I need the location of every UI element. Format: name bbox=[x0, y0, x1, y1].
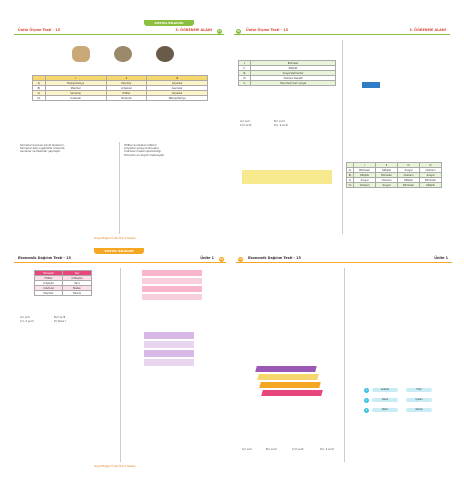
answer-option[interactable]: A) I ve II bbox=[240, 120, 250, 123]
col-header: I bbox=[45, 76, 106, 81]
subject-tab: SOSYAL BİLGİLER bbox=[94, 248, 144, 254]
pill-label: Fırat bbox=[406, 388, 432, 392]
color-grid bbox=[142, 270, 202, 304]
answer-option[interactable]: C) II ve III bbox=[292, 448, 304, 451]
page-number: 67 bbox=[217, 30, 222, 33]
header-right: Ünite 1 bbox=[200, 256, 214, 260]
table-row[interactable]: Hititler Antlaşma bbox=[35, 276, 92, 281]
page-number: 69 bbox=[219, 258, 224, 261]
banner-strip bbox=[259, 382, 321, 388]
worksheet-page-2 bbox=[234, 20, 450, 242]
artifact-image-2 bbox=[114, 46, 132, 62]
table-row[interactable]: II. Kâtiplik bbox=[239, 66, 336, 71]
artifact-image-3 bbox=[156, 46, 174, 62]
table-row[interactable]: I. Bölmeler bbox=[239, 61, 336, 66]
answer-table bbox=[32, 75, 208, 101]
page-header bbox=[234, 28, 450, 33]
answer-option[interactable]: A) I ve II bbox=[20, 316, 30, 319]
answer-option[interactable]: C) II ve III bbox=[240, 124, 252, 127]
page-number: 70 bbox=[238, 258, 243, 261]
header-left: Ünite Ölçme Testi - 15 bbox=[18, 28, 60, 32]
answer-option[interactable]: B) I ve III bbox=[274, 120, 285, 123]
pill-label: Kemal bbox=[406, 408, 432, 412]
header-left: Ekonomik Dağılım Testi - 15 bbox=[18, 256, 71, 260]
artifact-image-1 bbox=[72, 46, 90, 62]
col-header: III bbox=[147, 76, 208, 81]
subject-tab: SOSYAL BİLGİLER bbox=[144, 20, 194, 26]
page-header bbox=[14, 256, 226, 261]
header-rule bbox=[14, 262, 226, 263]
answer-option[interactable]: B) I ve III bbox=[266, 448, 277, 451]
worksheet-page-4: Ekonomik Dağılım Testi - 15 Ünite 1 70 1 2 3 Gökhan Fırat Deniz Çoban Nehir Kemal A) I ve II B) I ve III C) II ve III D) I, II ve III bbox=[236, 248, 452, 470]
answer-option[interactable]: C) I, II ve III bbox=[20, 320, 34, 323]
page-footer: Sosyal Bilgiler Ünite Ölçme Testleri bbox=[94, 237, 136, 240]
worksheet-page-3 bbox=[14, 248, 226, 470]
table-row[interactable]: V. Hem ferdi hem sosyal bbox=[239, 81, 336, 86]
table-row[interactable]: A) Bölmeler Kâtiplik Sosyal Osmanlı bbox=[347, 168, 442, 173]
header-rule bbox=[14, 34, 224, 35]
answer-option[interactable]: D) Yalnız I bbox=[54, 320, 66, 323]
answer-grid: I II III IV A) Bölmeler Kâtiplik Sosyal Osmanlı B) Kâtiplik Bölmeler Osmanlı Sosyal C) Sosyal Osmanlı Kâtiplik Bölmeler D) Osmanlı Sosyal Bölmeler Kâtiplik bbox=[346, 162, 442, 188]
page-header bbox=[236, 256, 452, 261]
table-row[interactable]: Sümerler Yazı bbox=[35, 271, 92, 276]
answer-option[interactable]: D) I, II ve III bbox=[274, 124, 288, 127]
table-row[interactable]: B) Mısırlılar Lidyalılar Asurlular bbox=[33, 86, 208, 91]
table-row[interactable]: Lidyalılar Para bbox=[35, 281, 92, 286]
table-row[interactable]: B) Kâtiplik Bölmeler Osmanlı Sosyal bbox=[347, 173, 442, 178]
header-right: Ünite 1 bbox=[434, 256, 448, 260]
table-row[interactable]: IV. Osmanlı Devleti bbox=[239, 76, 336, 81]
purple-grid bbox=[144, 332, 194, 366]
banner-strip bbox=[255, 366, 317, 372]
info-box bbox=[242, 170, 332, 184]
header-left: Ekonomik Dağılım Testi - 15 bbox=[248, 256, 301, 260]
legend-swatch bbox=[362, 82, 380, 88]
header-left: Ünite Ölçme Testi - 15 bbox=[246, 28, 288, 32]
header-right: 3. ÖĞRENME ALANI bbox=[175, 28, 212, 32]
table-row[interactable]: D) Osmanlı Sosyal Bölmeler Kâtiplik bbox=[347, 183, 442, 188]
banner-strip bbox=[257, 374, 319, 380]
table-row[interactable]: III. Sosyal Katmanlar bbox=[239, 71, 336, 76]
table-row[interactable]: Urartular Maden bbox=[35, 286, 92, 291]
page-header bbox=[14, 28, 224, 33]
answer-option[interactable]: B) II ve III bbox=[54, 316, 66, 319]
table-row[interactable]: Mısırlılar Takvim bbox=[35, 291, 92, 296]
pill-label: Nehir bbox=[372, 408, 398, 412]
page-footer: Sosyal Bilgiler Ünite Ölçme Testleri bbox=[94, 465, 136, 468]
pill-label: Çoban bbox=[406, 398, 432, 402]
col-header: II bbox=[106, 76, 147, 81]
table-row[interactable]: C) Sümerler Hititler Lidyalılar bbox=[33, 91, 208, 96]
pill-label: Deniz bbox=[372, 398, 398, 402]
header-rule bbox=[236, 262, 452, 263]
answer-option[interactable]: D) I, II ve III bbox=[320, 448, 334, 451]
page-number: 68 bbox=[236, 30, 241, 33]
matching-table bbox=[238, 60, 336, 86]
header-rule bbox=[234, 34, 450, 35]
answer-option[interactable]: A) I ve II bbox=[242, 448, 252, 451]
table-row[interactable]: C) Sosyal Osmanlı Kâtiplik Bölmeler bbox=[347, 178, 442, 183]
table-row[interactable]: A) Mezopotamya Mısırlılar Lidyalılar bbox=[33, 81, 208, 86]
question-text: Hititler kurdukları kültürü Lidyalılar parayı bulmuştur. Urartular maden işlemeciliği Dönemin en büyük medeniyeti bbox=[124, 144, 164, 157]
header-right: 3. ÖĞRENME ALANI bbox=[409, 28, 446, 32]
table-row[interactable]: D) Urartular Sümerler Mezopotamya bbox=[33, 96, 208, 101]
worksheet-page-1 bbox=[14, 20, 224, 242]
pill-label: Gökhan bbox=[372, 388, 398, 392]
banner-strip bbox=[261, 390, 323, 396]
question-text: Sümerler bulunan kendi ölçülerini, Sümerler eski uygarlıklar arasında Asurlular ve Mısırlılar yapmıştır. bbox=[20, 144, 65, 154]
pairs-table bbox=[34, 270, 92, 296]
